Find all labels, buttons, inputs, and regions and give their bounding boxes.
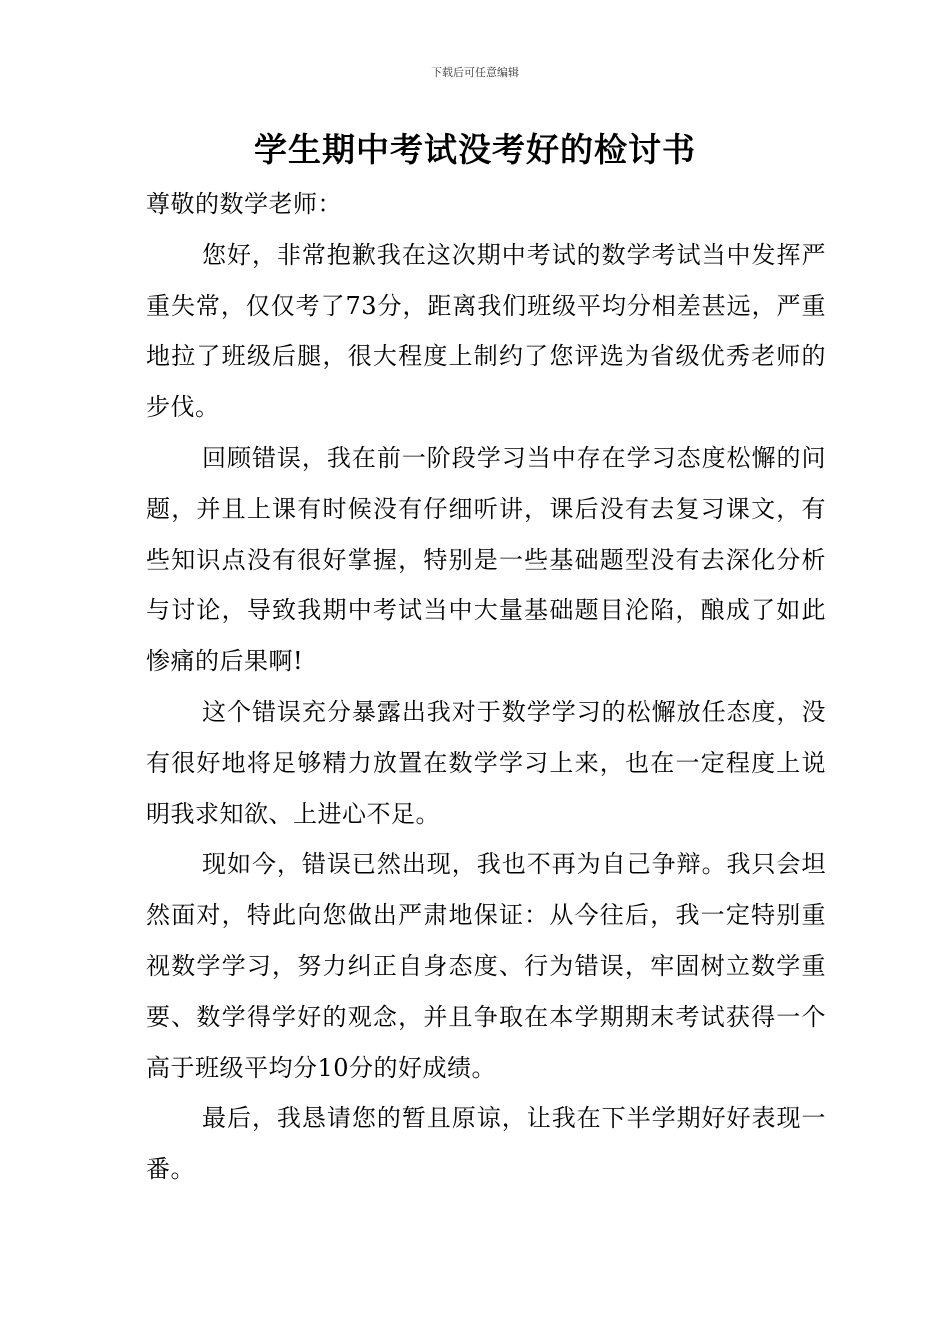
paragraph-promise: 现如今，错误已然出现，我也不再为自己争辩。我只会坦然面对，特此向您做出严肃地保证：从今往后，我一定特别重视数学学习，努力纠正自身态度、行为错误，牢固树立数学重要、数学得学好的观念，并且争取在本学期期末考试获得一个高于班级平均分10分的好成绩。 xyxy=(146,850,826,1082)
page-title: 学生期中考试没考好的检讨书 xyxy=(254,130,696,169)
paragraph-closing: 最后，我恳请您的暂且原谅，让我在下半学期好好表现一番。 xyxy=(146,1104,826,1184)
header-note: 下载后可任意编辑 xyxy=(431,66,519,79)
paragraph-attitude: 这个错误充分暴露出我对于数学学习的松懈放任态度，没有很好地将足够精力放置在数学学习上来，也在一定程度上说明我求知欲、上进心不足。 xyxy=(146,697,826,828)
paragraph-review: 回顾错误，我在前一阶段学习当中存在学习态度松懈的问题，并且上课有时候没有仔细听讲，课后没有去复习课文，有些知识点没有很好掌握，特别是一些基础题型没有去深化分析与讨论，导致我期中考试当中大量基础题目沦陷，酿成了如此惨痛的后果啊! xyxy=(146,443,826,676)
paragraph-greeting: 您好，非常抱歉我在这次期中考试的数学考试当中发挥严重失常，仅仅考了73分，距离我们班级平均分相差甚远，严重地拉了班级后腿，很大程度上制约了您评选为省级优秀老师的步伐。 xyxy=(146,240,826,422)
salutation: 尊敬的数学老师： xyxy=(146,190,342,218)
document-body xyxy=(146,179,826,1195)
